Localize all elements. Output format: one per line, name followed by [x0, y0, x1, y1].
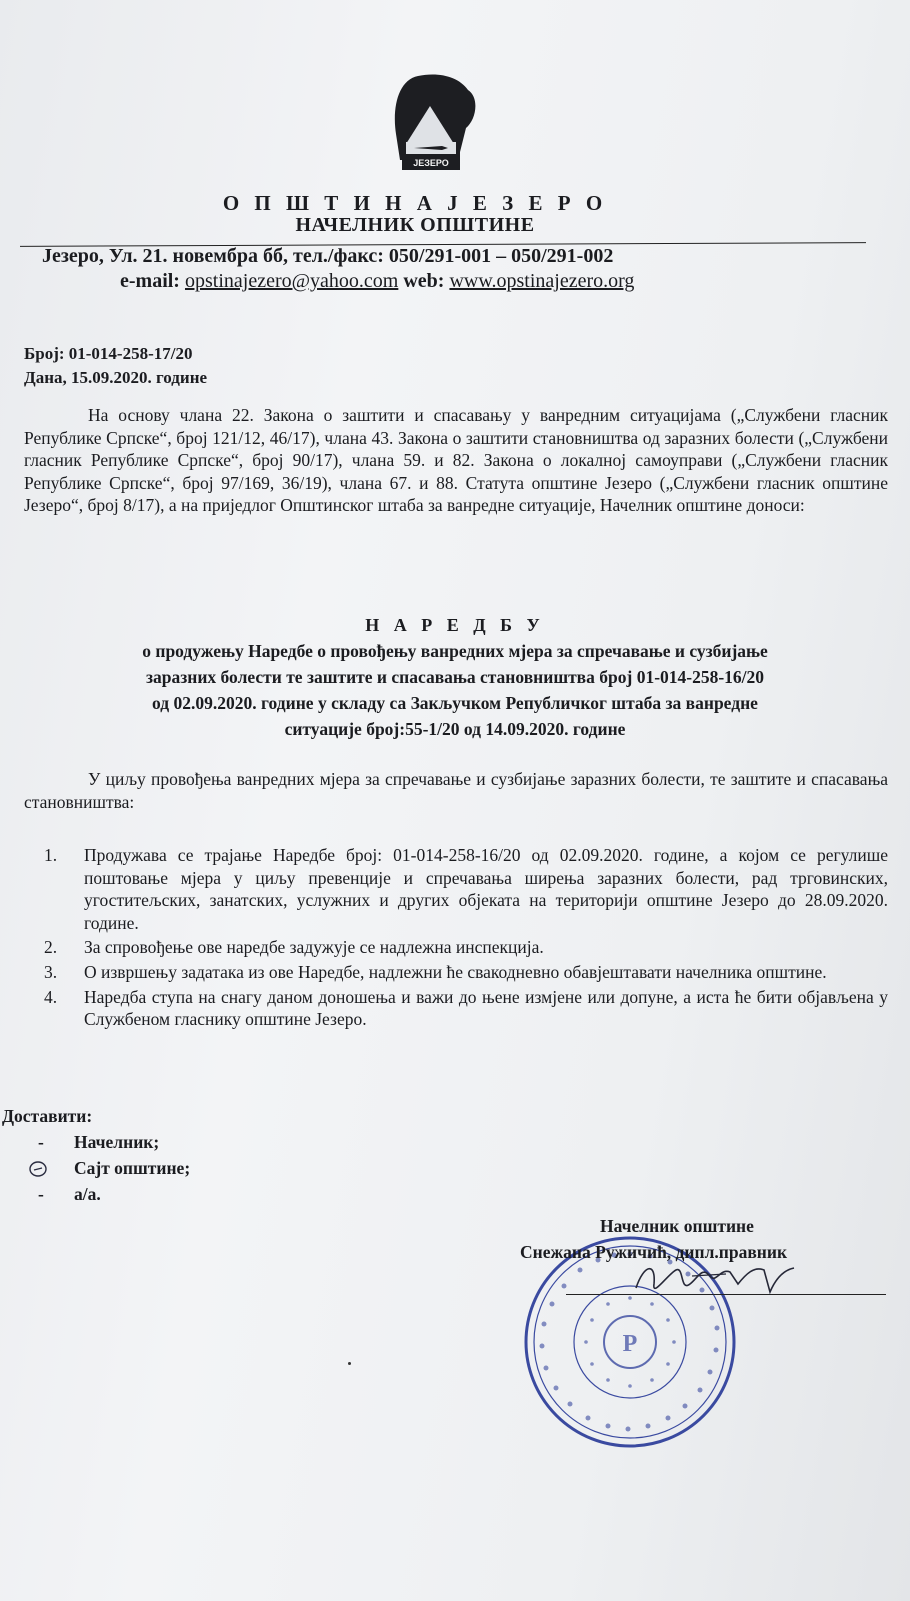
list-item: [36, 961, 888, 984]
item-number: 1.: [44, 845, 58, 865]
item-text: Продужава се трајање Наредбе број: 01-014-258-16/20 од 02.09.2020. године, а којом се регулише поштовање мјера у циљу превенције и спречавања ширења заразних болести, рад трговинских, угоститељских, занатских, услужних и других објеката на територији општине Језеро до 28.09.2020. године.: [84, 845, 888, 933]
handwritten-check-mark: [28, 1160, 48, 1178]
paper-speck: [348, 1362, 351, 1365]
item-number: 4.: [44, 986, 58, 1007]
item-text: О извршењу задатака из ове Наредбе, надлежни ће свакодневно обавјештавати начелника општине.: [84, 961, 827, 982]
recipient-item: - а/а.: [38, 1184, 101, 1204]
order-subtitle-line-4: ситуације број:55-1/20 од 14.09.2020. године: [284, 719, 626, 739]
document-date: Дана, 15.09.2020. године: [24, 368, 208, 387]
office-name: НАЧЕЛНИК ОПШТИНЕ: [295, 214, 535, 236]
address-line: Језеро, Ул. 21. новембра бб, тел./факс: 050/291-001 – 050/291-002: [42, 245, 614, 267]
municipality-logo: [388, 68, 488, 178]
order-subtitle-line-3: од 02.09.2020. године у складу са Закључком Републичког штаба за ванредне: [152, 693, 758, 713]
list-item: [36, 844, 888, 934]
signatory-name: Снежана Ружичић, дипл.правник: [520, 1242, 788, 1262]
email-label: e-mail:: [120, 270, 180, 292]
svg-text:Р: Р: [622, 1331, 638, 1357]
order-title: Н А Р Е Д Б У: [365, 615, 545, 635]
handwritten-signature: [630, 1254, 800, 1304]
item-number: 3.: [44, 961, 58, 982]
order-subtitle-line-1: о продужењу Наредбе о провођењу ванредних мјера за спречавање и сузбијање: [142, 641, 768, 661]
recipient-item: Сајт општине;: [74, 1158, 191, 1178]
municipality-name: О П Ш Т И Н А Ј Е З Е Р О: [222, 191, 608, 215]
signatory-title: Начелник општине: [600, 1216, 754, 1236]
list-item: [36, 936, 888, 959]
preamble-paragraph: На основу члана 22. Закона о заштити и спасавању у ванредним ситуацијама („Службени гласник Републике Српске“, број 121/12, 46/17), члана 43. Закона о заштити становништва од заразних болести („Службени гласник Републике Српске“, број 90/17), члана 59. и 82. Закона о локалној самоуправи („Службени гласник Републике Српске“, број 97/169, 36/19), члана 67. и 88. Статута општине Језеро („Службени гласник општине Језеро“, број 8/17), а на приједлог Општинског штаба за ванредне ситуације, Начелник општине доноси:: [24, 405, 888, 516]
list-item: [36, 986, 888, 1031]
intro-paragraph: У циљу провођења ванредних мјера за спречавање и сузбијање заразних болести, те заштите и спасавања становништва:: [24, 769, 888, 812]
web-link[interactable]: www.opstinajezero.org: [449, 270, 635, 292]
logo-text: ЈЕЗЕРО: [413, 158, 449, 168]
order-subtitle-line-2: заразних болести те заштите и спасавања становништва број 01-014-258-16/20: [145, 667, 765, 687]
delivery-label: Доставити:: [2, 1106, 93, 1126]
document-number: Број: 01-014-258-17/20: [24, 344, 193, 363]
item-number: 2.: [44, 937, 58, 958]
order-items-list: [36, 844, 888, 1033]
web-label: web:: [403, 270, 445, 292]
item-text: Наредба ступа на снагу даном доношења и важи до њене измјене или допуне, а иста ће бити објављена у Службеном гласнику општине Језеро.: [84, 986, 888, 1030]
recipient-item: - Начелник;: [38, 1132, 160, 1152]
email-link[interactable]: opstinajezero@yahoo.com: [184, 270, 399, 292]
contact-line: [120, 270, 634, 293]
item-text: За спровођење ове наредбе задужује се надлежна инспекција.: [84, 937, 544, 958]
